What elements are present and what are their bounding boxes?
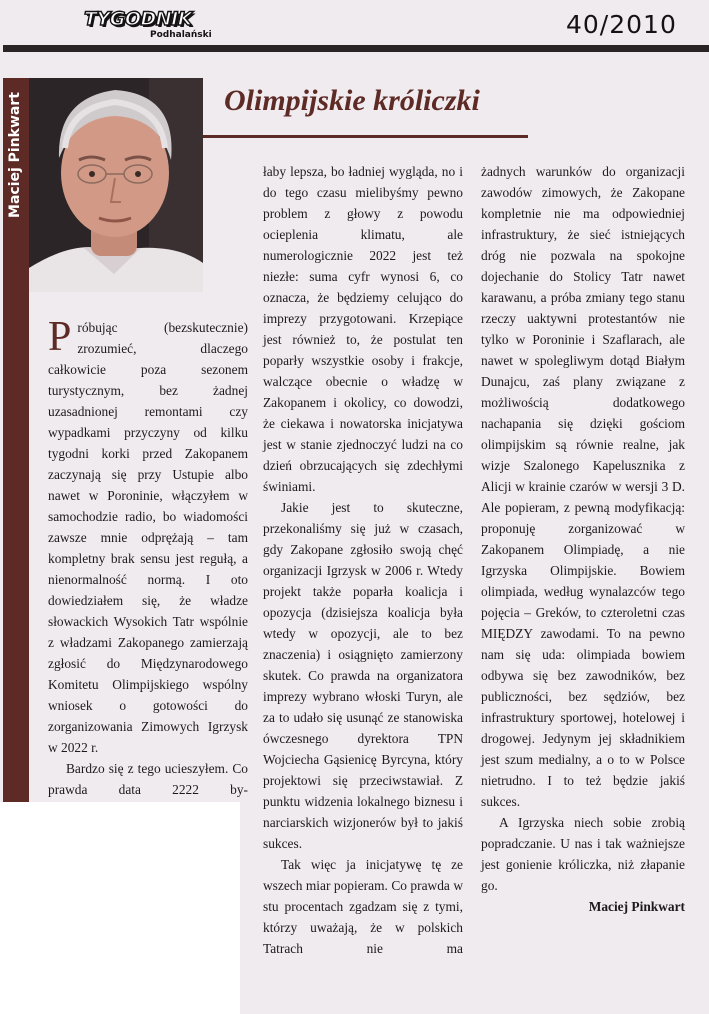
article-title: Olimpijskie króliczki <box>224 84 480 117</box>
column-3-paragraph-1: żadnych warunków do organizacji zawodów zimowych, że Zakopane kompletnie nie ma odpowiedniej infrastruktury, że sieć istniejących dróg nie pozwala na spokojne dojechanie do Stolicy Tatr nawet karawanu, a próba zmiany tego stanu rzeczy uaktywni protestantów nie tylko w Poroninie i Szaflarach, ale nawet w spolegliwym dotąd Białym Dunajcu, zaś plany związane z możliwością dodatkowego nachapania się dzięki gościom olimpijskim są równie realne, jak wizje Szalonego Kapelusznika z Alicji w krainie czarów w wersji 3 D. Ale popieram, z pewną modyfikacją: proponuję zorganizować w Zakopanem Olimpiadę, a nie Igrzyska Olimpijskie. Bowiem olimpiada, według wynalazców tego pojęcia – Greków, to czteroletni czas MIĘDZY zawodami. To na pewno nam się uda: olimpiada bowiem odbywa się bez zawodników, bez publiczności, bez sędziów, bez infrastruktury sportowej, hotelowej i drogowej. Jedynym jej składnikiem jest szum medialny, a o to w Polsce nietrudno. I to też będzie jakiś sukces. <box>481 164 685 809</box>
masthead-rule <box>3 45 709 52</box>
article-column-3 <box>481 161 685 917</box>
column-2-paragraph-2: Jakie jest to skuteczne, przekonaliśmy się już w czasach, gdy Zakopane zgłosiło swoją chęć organizacji Igrzysk w 2006 r. Wtedy projekt także poparła koalicja i opozycja (dzisiejsza koalicja była wtedy w opozycji, ale to bez znaczenia) i osiągnięto zamierzony skutek. Co prawda na organizatora imprezy wybrano włoski Turyn, ale za to udało się usunąć ze stanowiska ówczesnego dyrektora TPN Wojciecha Gąsienicę Byrcyna, który projektowi się przeciwstawiał. Z punktu widzenia lokalnego biznesu i narciarskich wizjonerów był to jakiś sukces. <box>263 500 463 851</box>
column-3-paragraph-2: A Igrzyska niech sobie zrobią popradczanie. U nas i tak ważniejsze jest gonienie króliczka, niż złapanie go. <box>481 815 685 893</box>
article-signature: Maciej Pinkwart <box>588 899 685 914</box>
issue-number: 40/2010 <box>566 10 677 39</box>
column-2-paragraph-3: Tak więc ja inicjatywę tę ze wszech miar popieram. Co prawda w stu procentach zgadzam się z tymi, którzy uważają, że w polskich Tatrach nie ma <box>263 857 463 956</box>
author-photo <box>29 78 203 292</box>
masthead <box>0 0 709 46</box>
cut-out-area <box>0 802 240 1014</box>
portrait-illustration <box>29 78 203 292</box>
article-column-2 <box>263 161 463 959</box>
article-column-1 <box>48 314 248 800</box>
column-2-paragraph-1: łaby lepsza, bo ładniej wygląda, no i do tego czasu mielibyśmy pewno problem z głowy z powodu ocieplenia klimatu, ale numerologicznie 2022 jest też niezłe: suma cyfr wynosi 6, co oznacza, że będziemy celująco do imprezy przygotowani. Krzepiące jest również to, że postulat ten poparły wszystkie osoby i frakcje, walczące obecnie o władzę w Zakopanem i okolicy, co dowodzi, że ciekawa i nowatorska inicjatywa jest w stanie zjednoczyć ludzi na co dzień obrzucających się zdechłymi świniami. <box>263 164 463 494</box>
author-tag-label: Maciej Pinkwart <box>7 92 23 218</box>
column-1-paragraph-1 <box>48 314 248 758</box>
drop-cap: P <box>48 314 72 360</box>
column-1-paragraph-2: Bardzo się z tego ucieszyłem. Co prawda data 2222 by- <box>48 761 248 797</box>
author-tag <box>6 80 28 230</box>
column-1-paragraph-1-text: róbując (bezskutecznie) zrozumieć, dlaczego całkowicie poza sezonem turystycznym, bez żadnej uzasadnionej remontami czy wypadkami przyczyny od kilku tygodni korki przed Zakopanem zaczynają się przy Ustupie albo nawet w Poroninie, włączyłem w samochodzie radio, bo wiadomości zawsze mnie odprężają – tam kompletny brak sensu jest regułą, a nienormalność normą. I oto dowiedziałem się, że władze słowackich Wysokich Tatr wspólnie z władzami Zakopanego zamierzają zgłosić do Międzynarodowego Komitetu Olimpijskiego wspólny wniosek o gotowości do zorganizowania Zimowych Igrzysk w 2022 r. <box>48 320 248 755</box>
logo-title: TYGODNIK <box>84 8 192 30</box>
logo-subtitle: Podhalański <box>150 30 212 40</box>
title-underline <box>203 135 528 138</box>
newspaper-logo <box>84 8 216 42</box>
